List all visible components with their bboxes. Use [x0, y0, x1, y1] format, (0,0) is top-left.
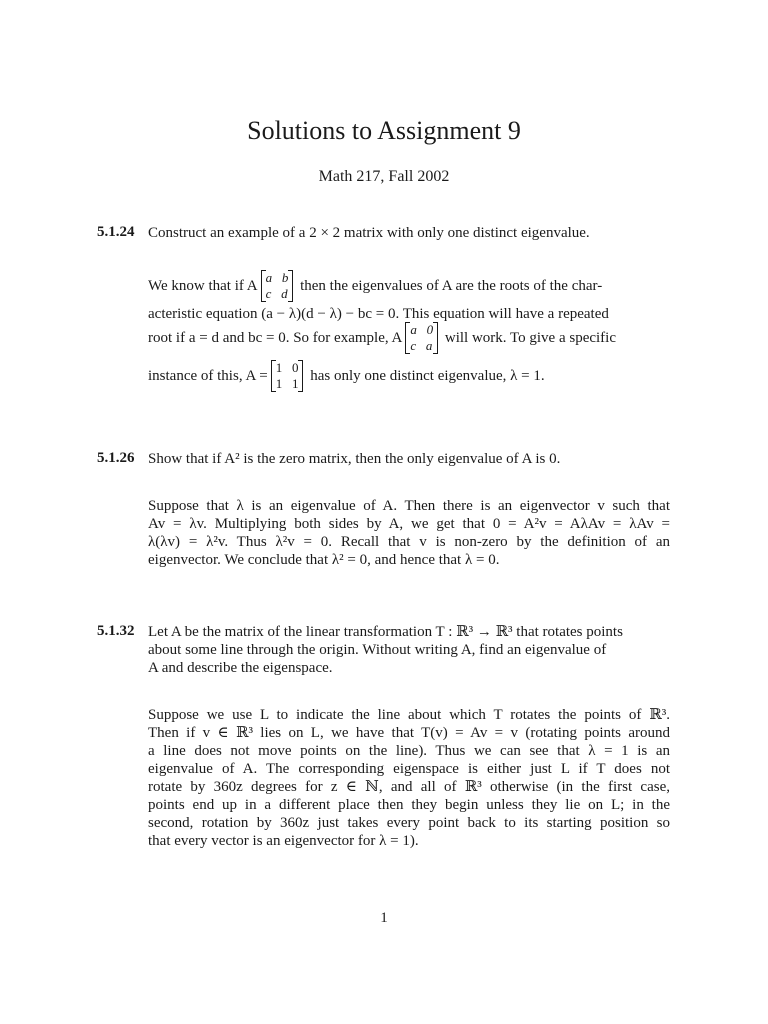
matrix-row: c a	[410, 338, 433, 353]
matrix-row: a b	[265, 270, 289, 285]
matrix-row: c d	[265, 286, 288, 301]
matrix-row: 1 0	[275, 360, 299, 375]
solution-line: points end up in a different place then they begin unless they lie on L; in the	[148, 797, 670, 813]
solution-text: root if a = d and bc = 0. So for example, A	[148, 330, 403, 346]
solution-line: second, rotation by 360z just takes every point back to its starting position so	[148, 815, 670, 831]
page-number: 1	[380, 910, 388, 926]
solution-line: Suppose that λ is an eigenvalue of A. Then there is an eigenvector v such that	[148, 498, 670, 514]
matrix-row: 1 1	[275, 376, 299, 391]
solution-line: rotate by 360z degrees for z ∈ ℕ, and all of ℝ³ otherwise (in the first case,	[148, 779, 670, 795]
matrix	[405, 322, 438, 354]
solution-text: has only one distinct eigenvalue, λ = 1.	[306, 368, 545, 384]
problem-number: 5.1.26	[97, 450, 135, 466]
solution-line: Suppose we use L to indicate the line about which T rotates the points of ℝ³.	[148, 707, 670, 723]
solution-text: We know that if A	[148, 278, 258, 294]
problem-question: Show that if A² is the zero matrix, then the only eigenvalue of A is 0.	[148, 451, 561, 467]
solution-line: Av = λv. Multiplying both sides by A, we get that 0 = A²v = AλAv = λAv =	[148, 516, 670, 532]
matrix	[261, 270, 294, 302]
solution-line: eigenvalue of A. The corresponding eigenspace is either just L if T does not	[148, 761, 670, 777]
document-subtitle: Math 217, Fall 2002	[318, 168, 450, 185]
problem-number: 5.1.32	[97, 623, 135, 639]
problem-question: Construct an example of a 2 × 2 matrix with only one distinct eigenvalue.	[148, 225, 590, 241]
solution-line: eigenvector. We conclude that λ² = 0, and hence that λ = 0.	[148, 552, 500, 568]
solution-text: will work. To give a specific	[441, 330, 617, 346]
solution-line: that every vector is an eigenvector for λ = 1).	[148, 833, 419, 849]
problem-number: 5.1.24	[97, 224, 135, 240]
solution-line: λ(λv) = λ²v. Thus λ²v = 0. Recall that v is non-zero by the definition of an	[148, 534, 670, 550]
solution-line: a line does not move points on the line). Thus we can see that λ = 1 is an	[148, 743, 670, 759]
solution-line: Then if v ∈ ℝ³ lies on L, we have that T(v) = Av = v (rotating points around	[148, 725, 670, 741]
solution-line	[148, 360, 670, 396]
solution-line	[148, 322, 670, 358]
document-title: Solutions to Assignment 9	[247, 116, 521, 145]
matrix-row: a 0	[410, 322, 434, 337]
problem-question: Let A be the matrix of the linear transformation T : ℝ³ → ℝ³ that rotates points	[148, 624, 623, 640]
solution-text: then the eigenvalues of A are the roots of the char-	[296, 278, 603, 294]
solution-line	[148, 270, 670, 306]
solution-text: instance of this, A =	[148, 368, 268, 384]
solution-line: acteristic equation (a − λ)(d − λ) − bc = 0. This equation will have a repeated	[148, 306, 609, 322]
problem-question: about some line through the origin. Without writing A, find an eigenvalue of	[148, 642, 607, 658]
problem-question: A and describe the eigenspace.	[148, 660, 333, 676]
matrix	[271, 360, 304, 392]
